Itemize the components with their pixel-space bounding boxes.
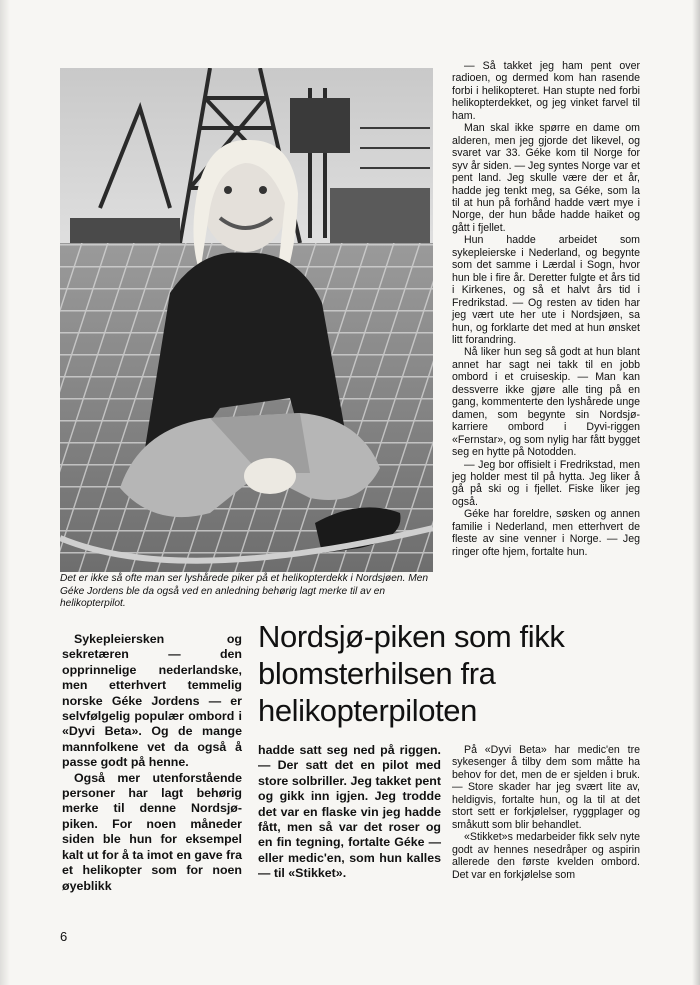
paragraph: På «Dyvi Beta» har medic'en tre sykesenger å tilby dem som måtte ha behov for det, men de er sjelden i bruk. — Store skader har jeg svært lite av, heldigvis, fortalte hun, og la til at det stort sett er forkjølelser, ryggplager og småkutt som blir behandlet. [452,744,640,831]
page-number: 6 [60,929,68,944]
photo-woman-on-helideck [60,68,433,572]
right-column-bottom [452,744,640,881]
intro-column [62,632,242,894]
photo-woman-sitting-on-helideck-net-icon [60,68,433,572]
right-column-top [452,60,640,558]
photo-caption: Det er ikke så ofte man ser lyshårede piker på et helikopterdekk i Nordsjøen. Men Géke Jordens ble da også ved en anledning behørig lagt merke til av en helikopterpilot. [60,573,429,610]
paragraph: Hun hadde arbeidet som sykepleierske i Nederland, og begynte som det samme i Lærdal i Sogn, hvor hun ble i fire år. Deretter fulgte et års tid i Kirkenes, og så et halvt års tid i Fredrikstad. — Og resten av tiden har jeg vært ute her ute i Nordsjøen, sa hun, og forklarte det med at hun ønsket litt forandring. [452,234,640,346]
scan-shadow-right [692,0,700,985]
intro-paragraph: Sykepleiersken og sekretæren — den opprinnelige nederlandske, men etterhvert temmelig norske Géke Jordens — er selvfølgelig populær ombord i «Dyvi Beta». Og de mange mannfolkene vet da også å passe godt på henne. [62,632,242,770]
intro-paragraph: Også mer utenforstående personer har lagt behørig merke til denne Nordsjø-piken. For noen måneder siden ble hun for eksempel kalt ut for å ta imot en gave fra et helikopter som for noen øyeblikk [62,770,242,893]
paragraph: Man skal ikke spørre en dame om alderen, men jeg gjorde det likevel, og svaret var 33. Géke kom til Norge for syv år siden. — Jeg syntes Norge var et pent land. Jeg skulle være der et år, hadde jeg tenkt meg, sa Géke, som la til at hun på forhånd hadde vært mye i Norge, der hun både hadde haiket og gått i fjellet. [452,122,640,234]
paragraph: — Så takket jeg ham pent over radioen, og dermed kom han rasende forbi i helikopteret. Han stupte ned forbi helikopterdekket, og jeg vinket farvel til ham. [452,60,640,122]
scan-shadow-left [0,0,10,985]
paragraph: Géke har foreldre, søsken og annen familie i Nederland, men etterhvert de fleste av sine venner i Norge. — Jeg ringer ofte hjem, fortalte hun. [452,508,640,558]
paragraph: Nå liker hun seg så godt at hun blant annet har sagt nei takk til en jobb ombord i et cruiseskip. — Man kan dessverre ikke gjøre alle ting på en gang, kommenterte den lyshårede unge damen, som begynte sin Nordsjø-karriere ombord i Dyvi-riggen «Fernstar», og som nylig har fått bygget seg en hytte på Notodden. [452,346,640,459]
middle-paragraph: hadde satt seg ned på riggen. — Der satt det en pilot med store solbriller. Jeg takket pent og gikk inn igjen. Jeg trodde det var en flaske vin jeg hadde fått, men så var det roser og en fin tegning, fortalte Géke — eller medic'en, som hun kalles — til «Stikket». [258,743,441,881]
paragraph: — Jeg bor offisielt i Fredrikstad, men jeg holder mest til på hytta. Jeg liker å gå på ski og i fjellet. Fiske liker jeg også. [452,458,640,508]
headline: Nordsjø-piken som fikk blomsterhilsen fra helikopterpiloten [258,619,565,728]
paragraph: «Stikket»s medarbeider fikk selv nyte godt av hennes nesedråper og aspirin allerede den første kvelden ombord. Det var en forkjølelse som [452,831,640,881]
middle-column [258,743,441,882]
